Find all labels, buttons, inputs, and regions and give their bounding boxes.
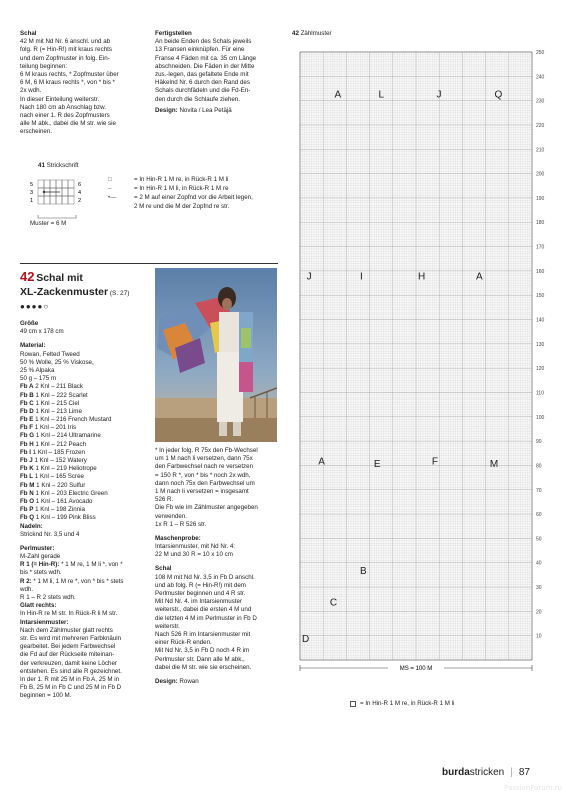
pattern-number: 42 [20, 269, 35, 284]
row-tick-label: 40 [536, 560, 542, 567]
color-letter: J [306, 271, 312, 283]
row-number: 3 [30, 190, 34, 196]
stitch-symbol-icon: □ [108, 176, 112, 183]
legend-row: 2 M re und die M der Zopfnd re str. [134, 203, 230, 210]
color-letter: J [436, 89, 442, 101]
text-line: Nach 180 cm ab Anschlag bzw. [20, 103, 106, 111]
row-number: 4 [78, 190, 82, 196]
pattern-title-line1: Schal mit [36, 272, 83, 284]
row-tick-label: 50 [536, 536, 542, 543]
text-line: Fb L 1 Knl – 165 Scree [20, 473, 84, 481]
text-line: weiterstr., dabei die ersten 4 M und [155, 606, 252, 614]
text-line: Fb E 1 Knl – 216 French Mustard [20, 416, 112, 424]
row-tick-label: 10 [536, 633, 542, 640]
text-line: verwenden. [155, 512, 187, 520]
stitch-symbol-icon: •— [108, 194, 117, 201]
text-line: Fb J 1 Knl – 152 Watery [20, 457, 87, 464]
color-letter: H [418, 271, 426, 283]
difficulty-dots: ●●●●○ [20, 301, 50, 311]
text-line: erscheinen. [20, 128, 52, 136]
row-tick-label: 60 [536, 512, 542, 519]
text-line: zus.-legen, das gefaltete Ende mit [155, 70, 249, 78]
knit-square-icon [350, 701, 356, 707]
text-line: Perlmuster: [20, 544, 55, 552]
text-line: 1 M nach li versetzen = insgesamt [155, 487, 249, 495]
row-tick-label: 170 [536, 244, 545, 251]
legend-row: – = In Hin-R 1 M li, in Rück-R 1 M re [108, 185, 229, 192]
text-line: str. Es wird mit mehreren Farbknäuln [20, 634, 122, 642]
text-line: alle M abk., dabei die M str. wie sie [20, 120, 116, 128]
row-tick-label: 250 [536, 50, 545, 56]
legend-row: □ = In Hin-R 1 M re, in Rück-R 1 M li [108, 176, 229, 183]
text-line: und ab folg. R (= Hin-R!) mit dem [155, 581, 246, 589]
schal-text [20, 38, 142, 136]
strickschrift-legend [108, 176, 298, 212]
design-credit: Design: Novita / Lea Petäjä [155, 106, 232, 114]
schal-heading: Schal [20, 30, 37, 37]
row-number: 1 [30, 198, 34, 204]
text-line: Rowan, Felted Tweed [20, 350, 80, 358]
row-tick-label: 200 [536, 171, 545, 178]
text-line: die Fd auf der Rückseite miteinan- [20, 651, 115, 659]
text-line: Die Fb wie im Zählmuster angegeben [155, 504, 258, 512]
materials-section [20, 320, 142, 700]
text-line: Fb C 1 Knl – 215 Ciel [20, 399, 80, 407]
text-line: 50 % Wolle, 25 % Viskose, [20, 358, 94, 366]
row-tick-label: 100 [536, 414, 545, 421]
text-line: R 1 – R 2 stets wdh. [20, 594, 76, 601]
row-number: 6 [78, 182, 82, 188]
pattern-title-block [20, 268, 150, 312]
text-line: Glatt rechts: [20, 602, 57, 610]
row-tick-label: 210 [536, 147, 545, 154]
row-tick-label: 190 [536, 195, 545, 202]
text-line: Fb A 2 Knl – 211 Black [20, 383, 83, 391]
text-line: 50 g – 175 m [20, 375, 57, 383]
text-line: Nadeln: [20, 522, 43, 530]
text-line: In dieser Einteilung weiterstr. [20, 95, 100, 103]
muster-label: Muster = 6 M [30, 220, 67, 227]
row-number: 2 [78, 198, 82, 204]
strickschrift-title: 41 Strickschrift [38, 162, 79, 169]
model-photo [155, 268, 277, 442]
text-line: 108 M mit Nd Nr. 3,5 in Fb D anschl. [155, 573, 255, 581]
row-tick-label: 240 [536, 74, 545, 81]
stitch-symbol-icon: – [108, 185, 112, 192]
text-line: 526 R. [155, 496, 174, 504]
row-tick-label: 120 [536, 366, 545, 373]
fertigstellen-heading: Fertigstellen [155, 30, 192, 37]
text-line: 25 % Alpaka [20, 366, 55, 374]
text-line: entstehen. Es sind alle R gezeichnet. [20, 667, 122, 675]
strickschrift-grid [28, 174, 84, 210]
text-line: 49 cm x 178 cm [20, 328, 64, 336]
text-line: Fb M 1 Knl – 220 Sulfur [20, 481, 86, 489]
text-line: Perlmuster str. Dann alle M abk., [155, 655, 245, 663]
text-line: Design: Rowan [155, 677, 199, 685]
fertigstellen-text [155, 38, 283, 104]
text-line: M-Zahl gerade [20, 553, 61, 561]
text-line: wdh. [20, 585, 34, 593]
color-letter: A [476, 271, 483, 283]
text-line: Intarsienmuster, mit Nd Nr. 4: [155, 543, 236, 551]
text-line: Fb F 1 Knl – 201 Iris [20, 424, 77, 432]
color-letter: Q [494, 89, 503, 101]
text-line: abschneiden. Die Fäden in der Mitte [155, 62, 255, 70]
color-letter: L [378, 89, 385, 101]
text-line: Fb B 1 Knl – 222 Scarlet [20, 391, 88, 399]
row-tick-label: 220 [536, 122, 545, 129]
text-line: den Farbwechsel nach re versetzen [155, 463, 254, 471]
text-line: den durch die Schlaufe ziehen. [155, 95, 240, 103]
legend-row: •— = 2 M auf einer Zopfnd vor die Arbeit legen, [108, 194, 253, 201]
color-letter: C [329, 597, 338, 609]
text-line: Größe [20, 320, 39, 327]
color-letter: A [318, 456, 325, 468]
text-line: Stricknd Nr. 3,5 und 4 [20, 530, 80, 538]
text-line: Mit Nd Nr. 4. im Intarsienmuster [155, 598, 242, 606]
text-line: 6 M kraus rechts, * Zopfmuster über [20, 70, 119, 78]
text-line: der verkreuzen, damit keine Löcher [20, 659, 117, 667]
row-tick-label: 180 [536, 220, 545, 227]
color-letter: E [373, 459, 381, 471]
zaehlmuster-chart [292, 48, 562, 688]
text-line: um 1 M nach li versetzen, dann 75x [155, 455, 253, 463]
color-letter: A [334, 89, 342, 101]
text-line: 42 M mit Nd Nr. 6 anschl. und ab [20, 38, 111, 46]
text-line: Maschenprobe: [155, 534, 201, 542]
text-line: Fb I 1 Knl – 185 Frozen [20, 448, 86, 456]
text-line: Schal [155, 565, 172, 573]
row-tick-label: 230 [536, 98, 545, 105]
text-line: die letzten 4 M im Perlmuster in Fb D [155, 614, 257, 622]
ms-label: MS = 100 M [399, 666, 433, 672]
page-number: 87 [518, 767, 530, 778]
text-line: folg. R (= Hin-R!) mit kraus rechts [20, 46, 112, 54]
text-line: Fb H 1 Knl – 212 Peach [20, 440, 87, 448]
text-line: Fb O 1 Knl – 161 Avocado [20, 497, 93, 505]
row-tick-label: 110 [536, 390, 544, 397]
text-line: Nach 526 R im Intarsienmuster mit [155, 630, 251, 638]
text-line: beginnen = 100 M. [20, 692, 72, 700]
text-line: nach einer 1. R des Zopfmusters [20, 111, 110, 119]
text-line: Perlmuster beginnen und 4 R str. [155, 590, 246, 597]
color-letter: D [302, 634, 310, 646]
text-line: In Hin-R re M str. In Rück-R li M str. [20, 610, 118, 618]
color-letter: B [360, 566, 367, 578]
watermark: PassionForum.ru [504, 784, 562, 792]
text-line: In der 1. R mit 25 M in Fb A, 25 M in [20, 675, 120, 683]
row-tick-label: 70 [536, 487, 542, 494]
text-line: dann noch 75x den Farbwechsel um [155, 479, 255, 487]
text-line: teilung beginnen: [20, 62, 68, 70]
color-letter: F [431, 456, 439, 468]
text-line: * In jeder folg. R 75x den Fb-Wechsel [155, 447, 258, 454]
text-line: gearbeitet. Bei jedem Farbwechsel [20, 643, 116, 651]
row-tick-label: 30 [536, 585, 542, 592]
row-tick-label: 140 [536, 317, 545, 324]
text-line: Fb B, 25 M in Fb C und 25 M in Fb D [20, 684, 122, 692]
brand-regular: stricken [469, 767, 505, 778]
text-line: weiterstr. [155, 622, 180, 630]
row-tick-label: 160 [536, 268, 545, 275]
brand-bold: burda [442, 767, 470, 778]
text-line: Fb K 1 Knl – 219 Heliotrope [20, 465, 97, 473]
row-tick-label: 20 [536, 609, 542, 616]
text-line: R 2: * 1 M li, 1 M re *, von * bis * stets [20, 577, 124, 585]
color-letter: M [489, 459, 499, 471]
text-line: 1x R 1 – R 526 str. [155, 520, 207, 528]
text-line: dabei die M str. wie sie erscheinen. [155, 663, 252, 671]
text-line: Fb D 1 Knl – 213 Lime [20, 407, 82, 415]
text-line: Schals durchfädeln und die Fd-En- [155, 87, 251, 95]
text-line: Material: [20, 342, 46, 350]
text-line: 13 Fransen einknüpfen. Für eine [155, 46, 245, 54]
section-divider [20, 263, 278, 264]
text-line: Häkelnd Nr. 6 durch den Rand des [155, 79, 250, 87]
text-line: Fb N 1 Knl – 203 Electric Green [20, 489, 108, 497]
row-number: 5 [30, 182, 34, 188]
text-line: Fb G 1 Knl – 214 Ultramarine [20, 432, 101, 440]
row-tick-label: 150 [536, 293, 545, 300]
text-line: Nach dem Zählmuster glatt rechts [20, 626, 113, 634]
text-line: = 150 R *, von * bis * noch 2x wdh, [155, 471, 251, 479]
row-tick-label: 90 [536, 439, 542, 446]
text-line: und dem Zopfmuster in folg. Ein- [20, 54, 110, 62]
color-letter: I [360, 271, 363, 283]
fertigstellen-section [155, 30, 283, 115]
text-line: bis * stets wdh. [20, 569, 62, 577]
page-reference: (S. 27) [109, 289, 130, 297]
pattern-title-line2: XL-Zackenmuster [20, 285, 109, 298]
text-line: 2x wdh. [20, 87, 42, 95]
schal-section [20, 30, 142, 136]
text-line: Intarsienmuster: [20, 618, 69, 626]
row-tick-label: 130 [536, 341, 545, 348]
text-line: Mit Nd Nr. 3,5 in Fb D noch 4 R im [155, 647, 250, 655]
row-tick-label: 80 [536, 463, 542, 470]
text-line: R 1 (= Hin-R): * 1 M re, 1 M li *, von * [20, 561, 123, 569]
chart-title: 42 Zählmuster [292, 30, 332, 37]
text-line: 22 M und 30 R = 10 x 10 cm [155, 551, 233, 559]
chart-legend-text: = In Hin-R 1 M re, in Rück-R 1 M li [360, 700, 455, 707]
text-line: Fb P 1 Knl – 198 Zinnia [20, 506, 86, 514]
instructions-section [155, 447, 283, 686]
text-line: Fb Q 1 Knl – 199 Pink Bliss [20, 514, 96, 522]
strickschrift-block [0, 162, 262, 237]
chart-legend [350, 700, 454, 708]
text-line: einer Rück-R enden. [155, 639, 212, 647]
text-line: 6 M, 6 M kraus rechts *, von * bis * [20, 79, 115, 87]
text-line: Franse 4 Fäden mit ca. 35 cm Länge [155, 54, 257, 62]
text-line: An beide Enden des Schals jeweils [155, 38, 252, 46]
page-footer: burdastricken | 87 [442, 767, 530, 778]
